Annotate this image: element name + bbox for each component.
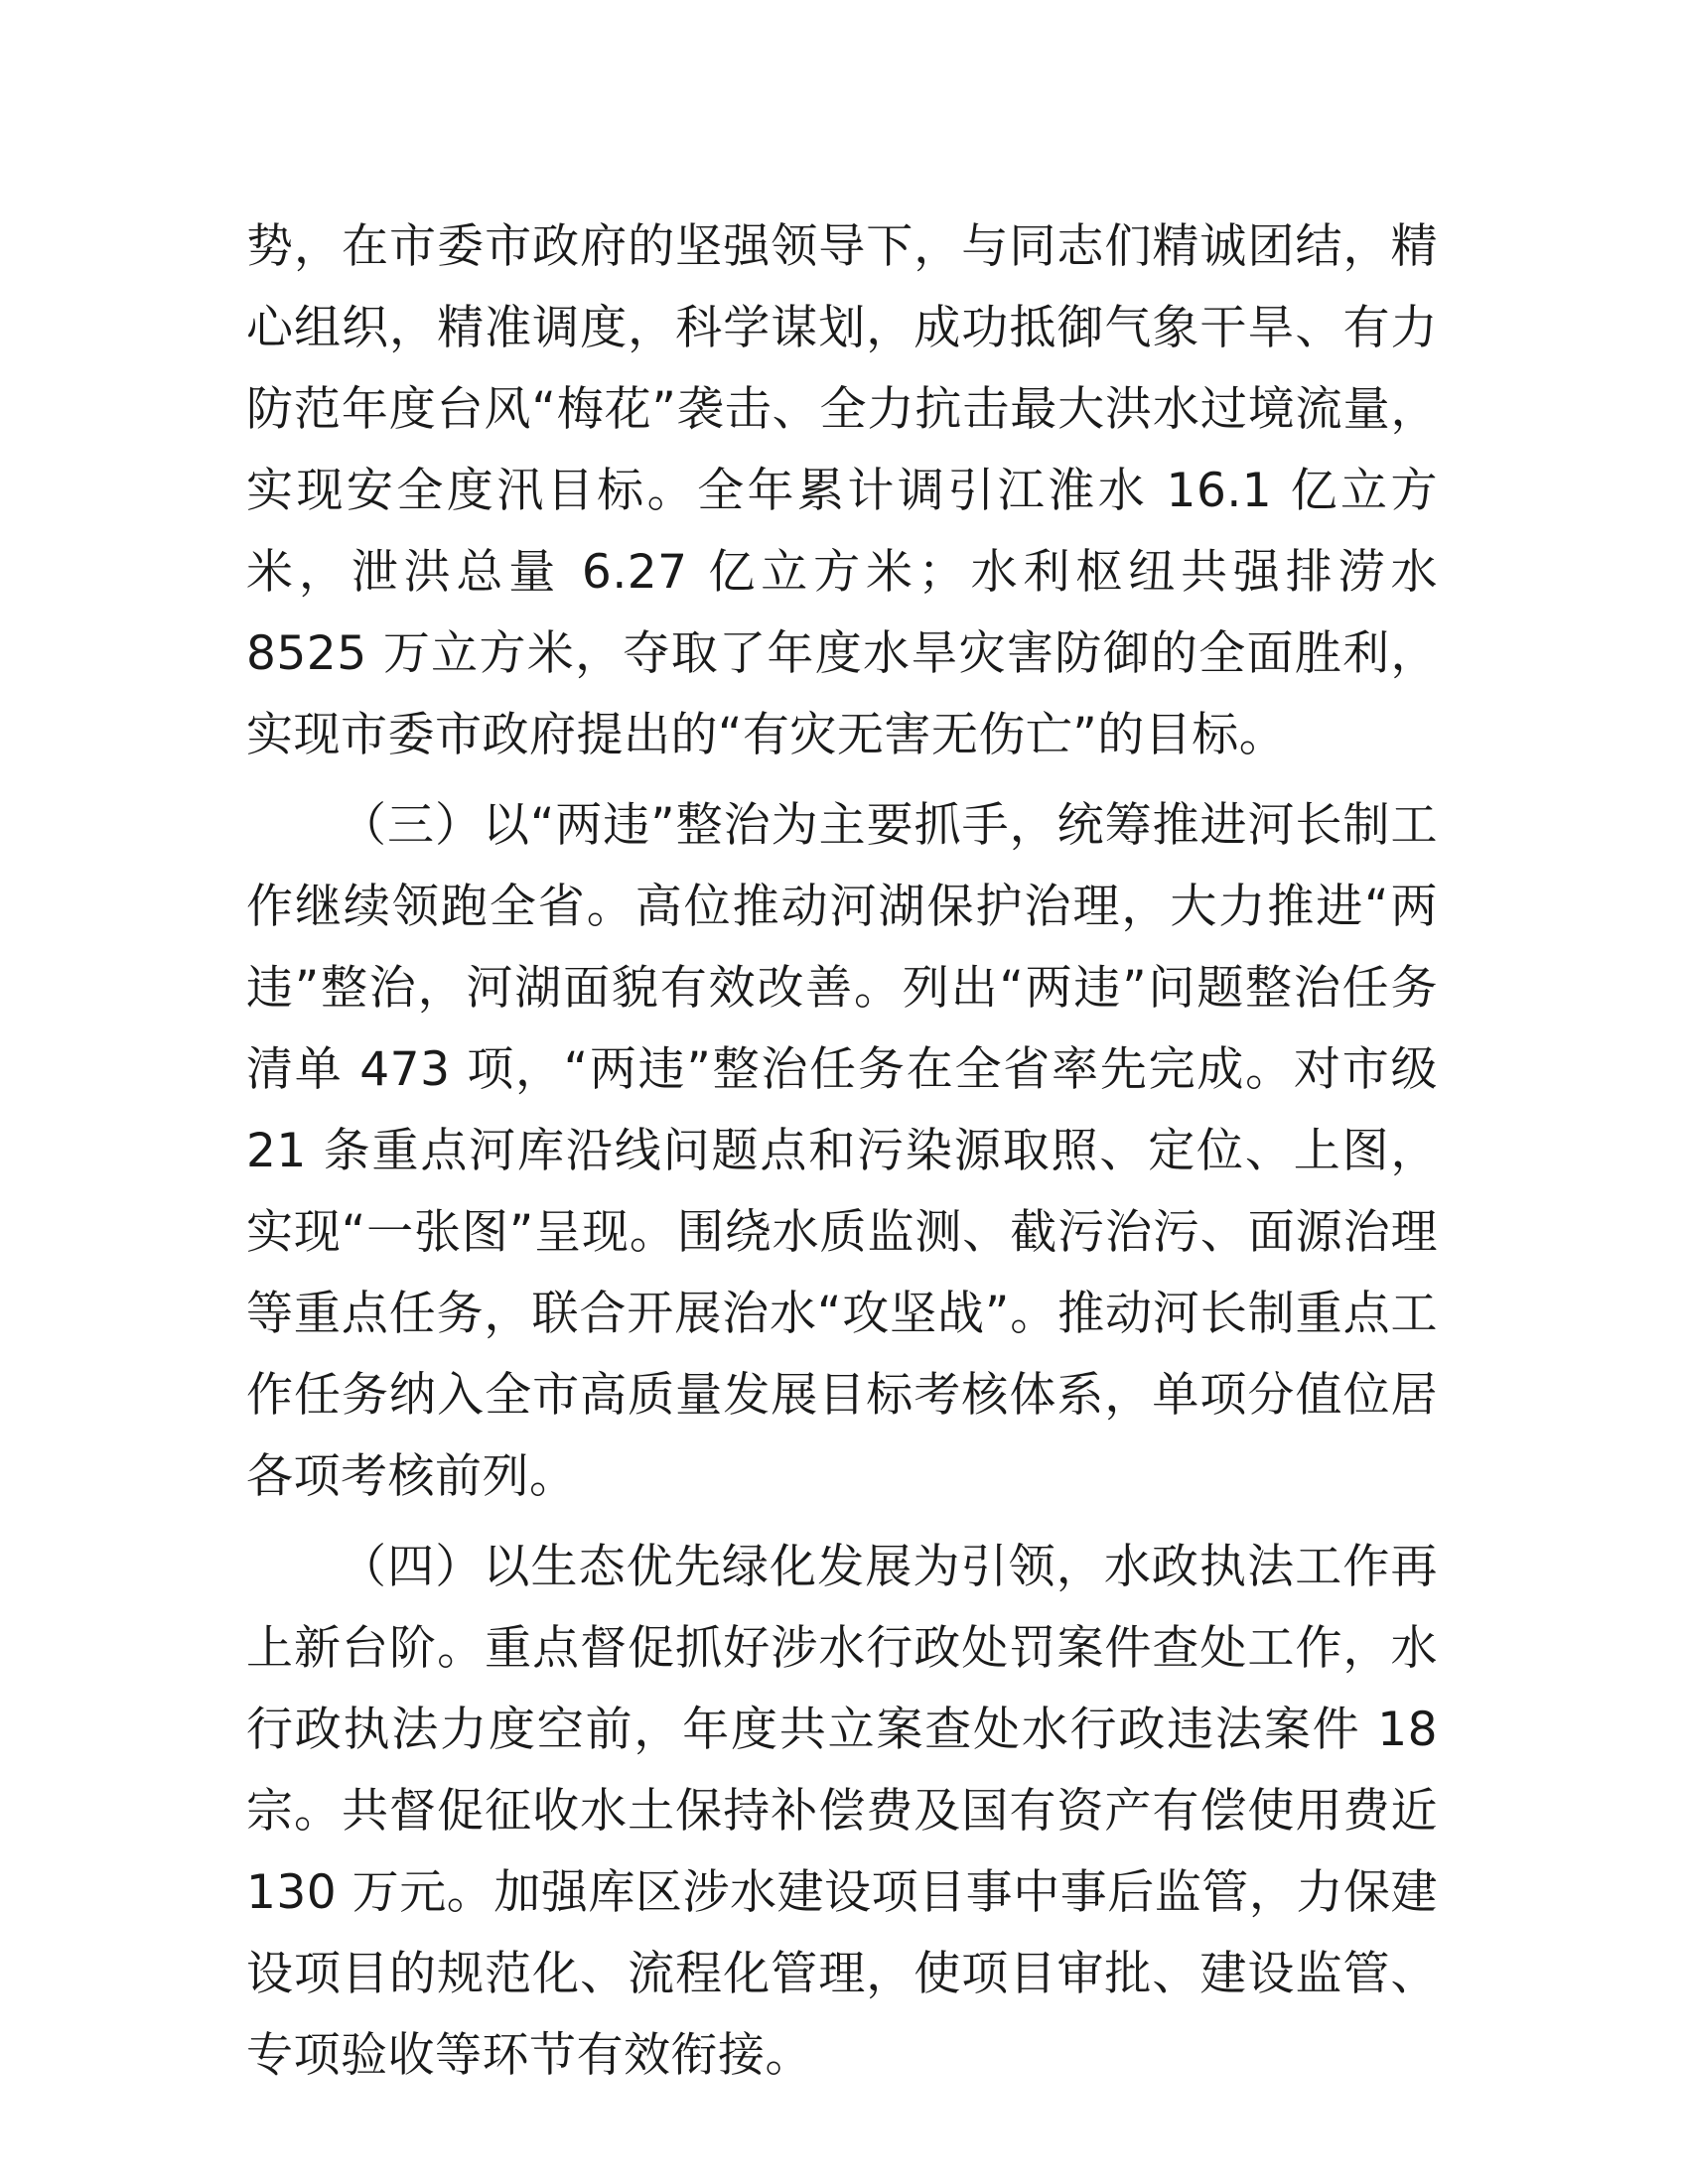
paragraph-water-law-enforcement: （四）以生态优先绿化发展为引领，水政执法工作再上新台阶。重点督促抓好涉水行政处罚案件查处工作，水行政执法力度空前，年度共立案查处水行政违法案件 18 宗。共督促征收水土保持补偿费及国有资产有偿使用费近 130 万元。加强库区涉水建设项目事中事后监管，力保建设项目的规范化、流程化管理，使项目审批、建设监管、专项验收等环节有效衔接。: [246, 1540, 1438, 2083]
paragraph-river-chief-system: （三）以“两违”整治为主要抓手，统筹推进河长制工作继续领跑全省。高位推动河湖保护治理，大力推进“两违”整治，河湖面貌有效改善。列出“两违”问题整治任务清单 473 项，“两违”整治任务在全省率先完成。对市级 21 条重点河库沿线问题点和污染源取照、定位、上图，实现“一张图”呈现。围绕水质监测、截污治污、面源治理等重点任务，联合开展治水“攻坚战”。推动河长制重点工作任务纳入全市高质量发展目标考核体系，单项分值位居各项考核前列。: [246, 798, 1438, 1504]
paragraph-continued: 势，在市委市政府的坚强领导下，与同志们精诚团结，精心组织，精准调度，科学谋划，成功抵御气象干旱、有力防范年度台风“梅花”袭击、全力抗击最大洪水过境流量，实现安全度汛目标。全年累计调引江淮水 16.1 亿立方米，泄洪总量 6.27 亿立方米；水利枢纽共强排涝水 8525 万立方米，夺取了年度水旱灾害防御的全面胜利，实现市委市政府提出的“有灾无害无伤亡”的目标。: [246, 219, 1438, 762]
document-body: [246, 206, 1438, 2097]
